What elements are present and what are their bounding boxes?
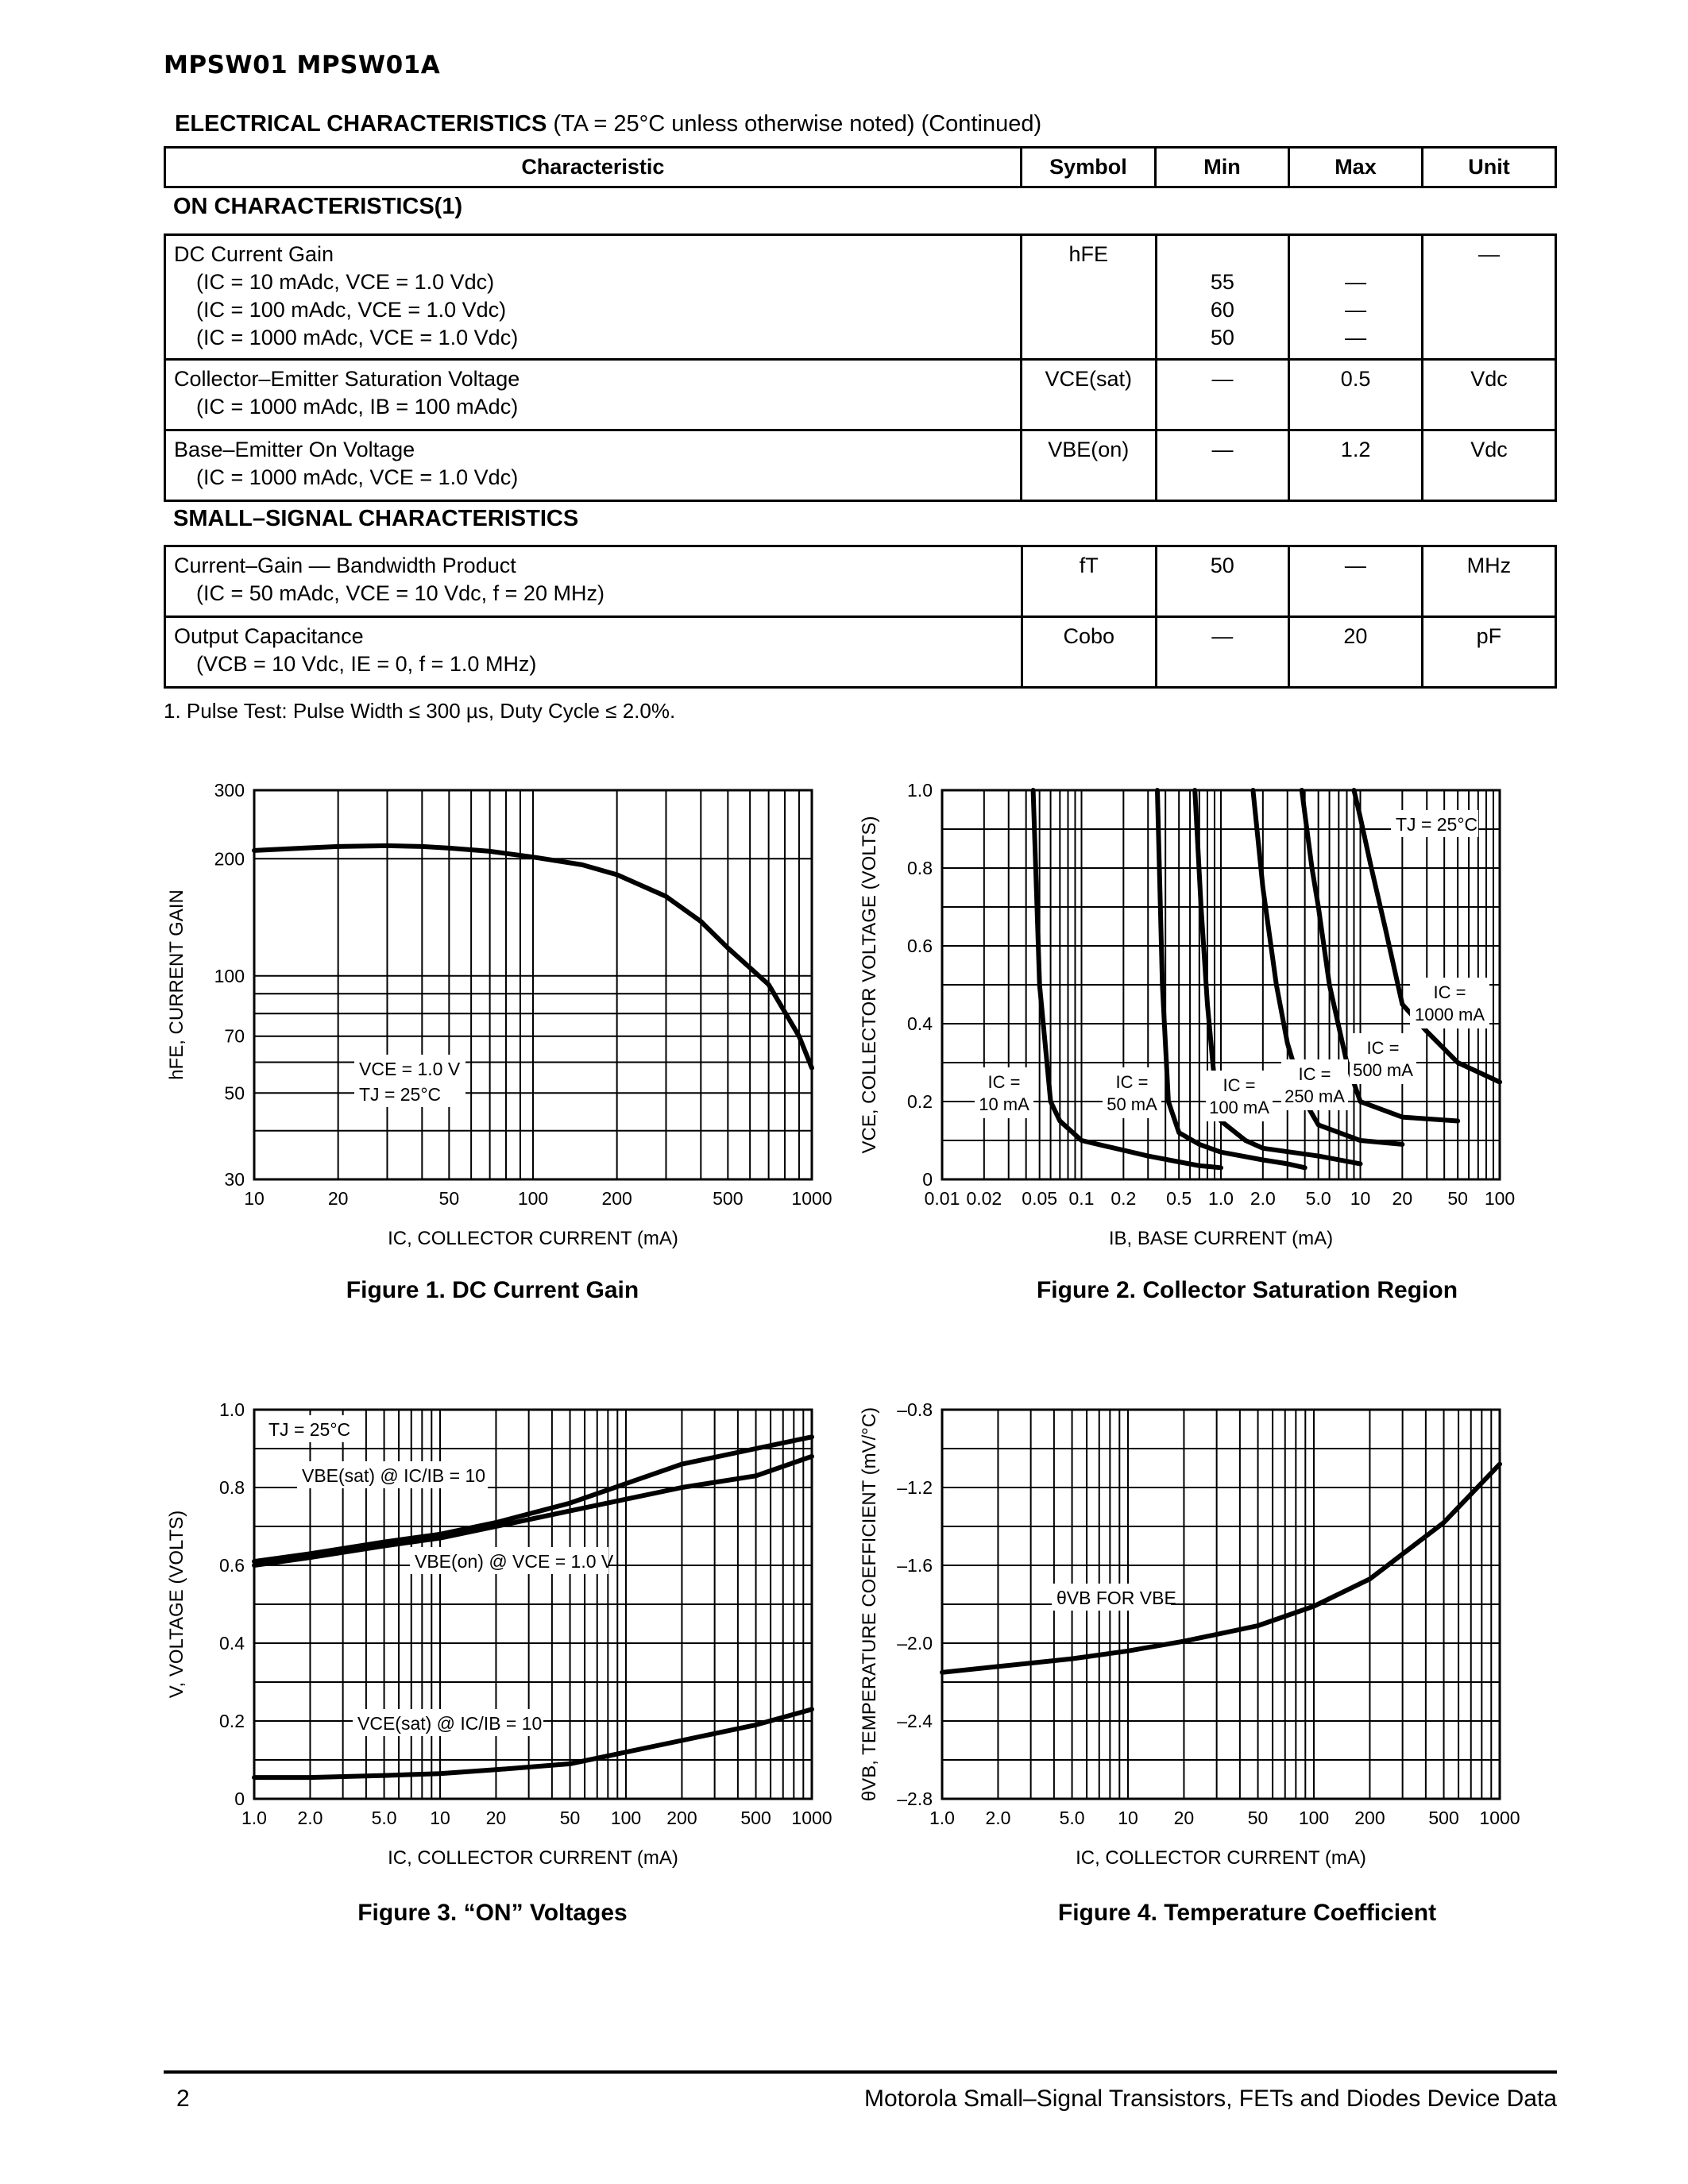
row-unit: MHz (1466, 554, 1512, 577)
x-tick-label: 50 (438, 1188, 460, 1209)
x-tick-label: 1000 (1479, 1808, 1520, 1828)
x-tick-label: 100 (517, 1188, 549, 1209)
row-symbol: VBE(on) (1048, 438, 1130, 461)
row-max: — (1345, 270, 1367, 294)
figure-4-chart (859, 1399, 1520, 1869)
electrical-condition-text: (TA = 25°C unless otherwise noted) (Continued) (553, 111, 1042, 137)
x-tick-label: 50 (1247, 1808, 1269, 1828)
y-tick-label: 0 (234, 1788, 245, 1809)
row-min: 50 (1210, 326, 1234, 349)
row-min: — (1211, 367, 1234, 391)
row-condition: (IC = 1000 mAdc, IB = 100 mAdc) (196, 395, 519, 419)
y-tick-label: 0.4 (907, 1013, 933, 1034)
curve-label-100ma: 100 mA (1209, 1098, 1269, 1117)
y-tick-label: 0.8 (219, 1477, 245, 1498)
x-tick-label: 50 (559, 1808, 581, 1828)
on-characteristics-title: ON CHARACTERISTICS(1) (173, 194, 463, 219)
y-axis-label: θVB, TEMPERATURE COEFFICIENT (mV/°C) (859, 1406, 880, 1802)
x-tick-label: 20 (485, 1808, 507, 1828)
row-name: DC Current Gain (174, 242, 334, 266)
x-tick-label: 5.0 (1059, 1808, 1085, 1828)
x-tick-label: 10 (1350, 1188, 1371, 1209)
x-tick-label: 500 (713, 1188, 744, 1209)
x-tick-label: 200 (1354, 1808, 1385, 1828)
row-name: Output Capacitance (174, 624, 364, 648)
row-symbol: fT (1079, 554, 1099, 577)
y-tick-label: 0.8 (907, 858, 933, 878)
row-condition: (VCB = 10 Vdc, IE = 0, f = 1.0 MHz) (196, 652, 537, 676)
y-tick-label: 300 (214, 780, 245, 801)
x-tick-label: 2.0 (1250, 1188, 1276, 1209)
row-unit: Vdc (1470, 367, 1508, 391)
y-tick-label: 200 (214, 848, 245, 870)
row-condition: (IC = 100 mAdc, VCE = 1.0 Vdc) (196, 298, 507, 322)
x-tick-label: 1.0 (1208, 1188, 1234, 1209)
annotation-vce: VCE = 1.0 V (359, 1059, 461, 1079)
annotation-tj: TJ = 25°C (1396, 814, 1478, 835)
x-tick-label: 1000 (791, 1188, 832, 1209)
curve-label-vce-sat: VCE(sat) @ IC/IB = 10 (357, 1713, 543, 1734)
x-tick-label: 20 (327, 1188, 349, 1209)
x-tick-label: 20 (1392, 1188, 1413, 1209)
y-tick-label: 30 (224, 1169, 245, 1190)
col-characteristic: Characteristic (165, 148, 1022, 187)
curve-label-1000ma: IC = (1433, 982, 1466, 1002)
col-max: Max (1288, 148, 1422, 187)
row-unit: pF (1476, 624, 1502, 648)
y-tick-label: 0 (922, 1169, 933, 1190)
x-tick-label: 200 (601, 1188, 632, 1209)
x-tick-label: 1.0 (241, 1808, 267, 1828)
x-tick-label: 0.2 (1111, 1188, 1137, 1209)
y-axis-label: hFE, CURRENT GAIN (166, 889, 187, 1080)
y-axis-label: V, VOLTAGE (VOLTS) (166, 1510, 187, 1699)
x-tick-label: 10 (1118, 1808, 1138, 1828)
figure-1-chart (166, 780, 832, 1249)
x-tick-label: 50 (1447, 1188, 1468, 1209)
row-condition: (IC = 1000 mAdc, VCE = 1.0 Vdc) (196, 465, 519, 489)
x-tick-label: 500 (1428, 1808, 1459, 1828)
curve-label-10ma: IC = (987, 1072, 1021, 1092)
x-tick-label: 1.0 (929, 1808, 955, 1828)
x-tick-label: 200 (666, 1808, 697, 1828)
y-tick-label: 0.6 (219, 1555, 245, 1576)
annotation-tj: TJ = 25°C (359, 1084, 442, 1105)
row-unit: — (1477, 242, 1500, 266)
y-tick-label: 0.2 (219, 1711, 245, 1731)
curve-label-250ma: 250 mA (1284, 1086, 1345, 1106)
row-condition: (IC = 50 mAdc, VCE = 10 Vdc, f = 20 MHz) (196, 581, 605, 605)
curve-label-500ma: 500 mA (1353, 1060, 1413, 1080)
curve-label-50ma: IC = (1115, 1072, 1149, 1092)
row-name: Base–Emitter On Voltage (174, 438, 415, 461)
x-tick-label: 100 (1298, 1808, 1330, 1828)
row-name: Collector–Emitter Saturation Voltage (174, 367, 520, 391)
row-max: 20 (1343, 624, 1368, 648)
small-signal-title: SMALL–SIGNAL CHARACTERISTICS (173, 506, 579, 531)
y-tick-label: –2.4 (897, 1711, 933, 1731)
row-unit: Vdc (1470, 438, 1508, 461)
row-max: — (1345, 326, 1367, 349)
y-axis-label: VCE, COLLECTOR VOLTAGE (VOLTS) (859, 816, 880, 1154)
x-tick-label: 10 (244, 1188, 265, 1209)
row-min: 55 (1210, 270, 1234, 294)
curve-label-500ma: IC = (1366, 1038, 1400, 1058)
curve-label-theta: θVB FOR VBE (1056, 1588, 1176, 1608)
x-axis-label: IB, BASE CURRENT (mA) (1108, 1228, 1334, 1249)
figure-4-caption: Figure 4. Temperature Coefficient (1057, 1900, 1437, 1926)
y-tick-label: 0.6 (907, 936, 933, 956)
row-min: — (1211, 438, 1234, 461)
electrical-title-text: ELECTRICAL CHARACTERISTICS (175, 111, 547, 137)
y-tick-label: 1.0 (219, 1399, 245, 1420)
x-tick-label: 5.0 (1305, 1188, 1331, 1209)
figure-1-caption: Figure 1. DC Current Gain (346, 1277, 639, 1303)
curve-label-vbe-on: VBE(on) @ VCE = 1.0 V (415, 1551, 614, 1572)
figure-3-caption: Figure 3. “ON” Voltages (357, 1900, 628, 1926)
row-max: 0.5 (1340, 367, 1371, 391)
curve-label-100ma: IC = (1223, 1075, 1256, 1095)
x-tick-label: 500 (740, 1808, 771, 1828)
footnote: 1. Pulse Test: Pulse Width ≤ 300 µs, Duty Cycle ≤ 2.0%. (164, 699, 676, 723)
page-number: 2 (176, 2086, 190, 2112)
y-tick-label: –1.6 (897, 1555, 933, 1576)
row-min: 60 (1210, 298, 1234, 322)
row-symbol: hFE (1068, 242, 1108, 266)
x-tick-label: 0.1 (1068, 1188, 1095, 1209)
x-tick-label: 5.0 (371, 1808, 397, 1828)
footer-rule (164, 2070, 1557, 2074)
curve-label-1000ma: 1000 mA (1414, 1005, 1485, 1024)
page-header-part-numbers: MPSW01 MPSW01A (164, 51, 441, 79)
x-tick-label: 0.5 (1166, 1188, 1192, 1209)
curve-label-10ma: 10 mA (979, 1094, 1029, 1114)
x-axis-label: IC, COLLECTOR CURRENT (mA) (1076, 1847, 1366, 1869)
x-tick-label: 0.05 (1022, 1188, 1058, 1209)
x-tick-label: 100 (1484, 1188, 1516, 1209)
row-name: Current–Gain — Bandwidth Product (174, 554, 516, 577)
figure-2-caption: Figure 2. Collector Saturation Region (1036, 1277, 1458, 1303)
row-symbol: VCE(sat) (1045, 367, 1132, 391)
y-tick-label: –1.2 (897, 1477, 933, 1498)
figure-3-chart (166, 1399, 832, 1869)
x-tick-label: 0.01 (924, 1188, 960, 1209)
y-tick-label: 100 (214, 965, 245, 986)
row-symbol: Cobo (1063, 624, 1114, 648)
y-tick-label: 70 (224, 1025, 245, 1047)
annotation-tj: TJ = 25°C (268, 1419, 351, 1440)
series-line (254, 1437, 812, 1561)
curve-label-vbe-sat: VBE(sat) @ IC/IB = 10 (302, 1465, 486, 1486)
y-tick-label: 0.2 (907, 1091, 933, 1112)
figure-2-chart (859, 780, 1515, 1249)
x-tick-label: 100 (610, 1808, 642, 1828)
col-symbol: Symbol (1021, 148, 1155, 187)
y-tick-label: 50 (224, 1082, 245, 1104)
y-tick-label: –2.8 (897, 1788, 933, 1809)
x-tick-label: 2.0 (985, 1808, 1011, 1828)
x-tick-label: 1000 (791, 1808, 832, 1828)
y-tick-label: 0.4 (219, 1633, 245, 1653)
series-line (942, 1464, 1500, 1673)
row-condition: (IC = 10 mAdc, VCE = 1.0 Vdc) (196, 270, 495, 294)
row-condition: (IC = 1000 mAdc, VCE = 1.0 Vdc) (196, 326, 519, 349)
x-tick-label: 2.0 (297, 1808, 323, 1828)
x-axis-label: IC, COLLECTOR CURRENT (mA) (388, 1847, 678, 1869)
col-min: Min (1156, 148, 1289, 187)
row-max: — (1344, 554, 1366, 577)
footer-publication: Motorola Small–Signal Transistors, FETs and Diodes Device Data (863, 2086, 1557, 2112)
row-min: — (1211, 624, 1234, 648)
x-tick-label: 10 (430, 1808, 450, 1828)
row-max: 1.2 (1340, 438, 1371, 461)
curve-label-50ma: 50 mA (1107, 1094, 1157, 1114)
curve-label-250ma: IC = (1298, 1064, 1331, 1084)
y-tick-label: 1.0 (907, 780, 933, 801)
row-min: 50 (1210, 554, 1234, 577)
col-unit: Unit (1422, 148, 1555, 187)
y-tick-label: –0.8 (897, 1399, 933, 1420)
x-axis-label: IC, COLLECTOR CURRENT (mA) (388, 1228, 678, 1249)
x-tick-label: 20 (1173, 1808, 1195, 1828)
x-tick-label: 0.02 (966, 1188, 1002, 1209)
y-tick-label: –2.0 (897, 1633, 933, 1653)
row-max: — (1345, 298, 1367, 322)
